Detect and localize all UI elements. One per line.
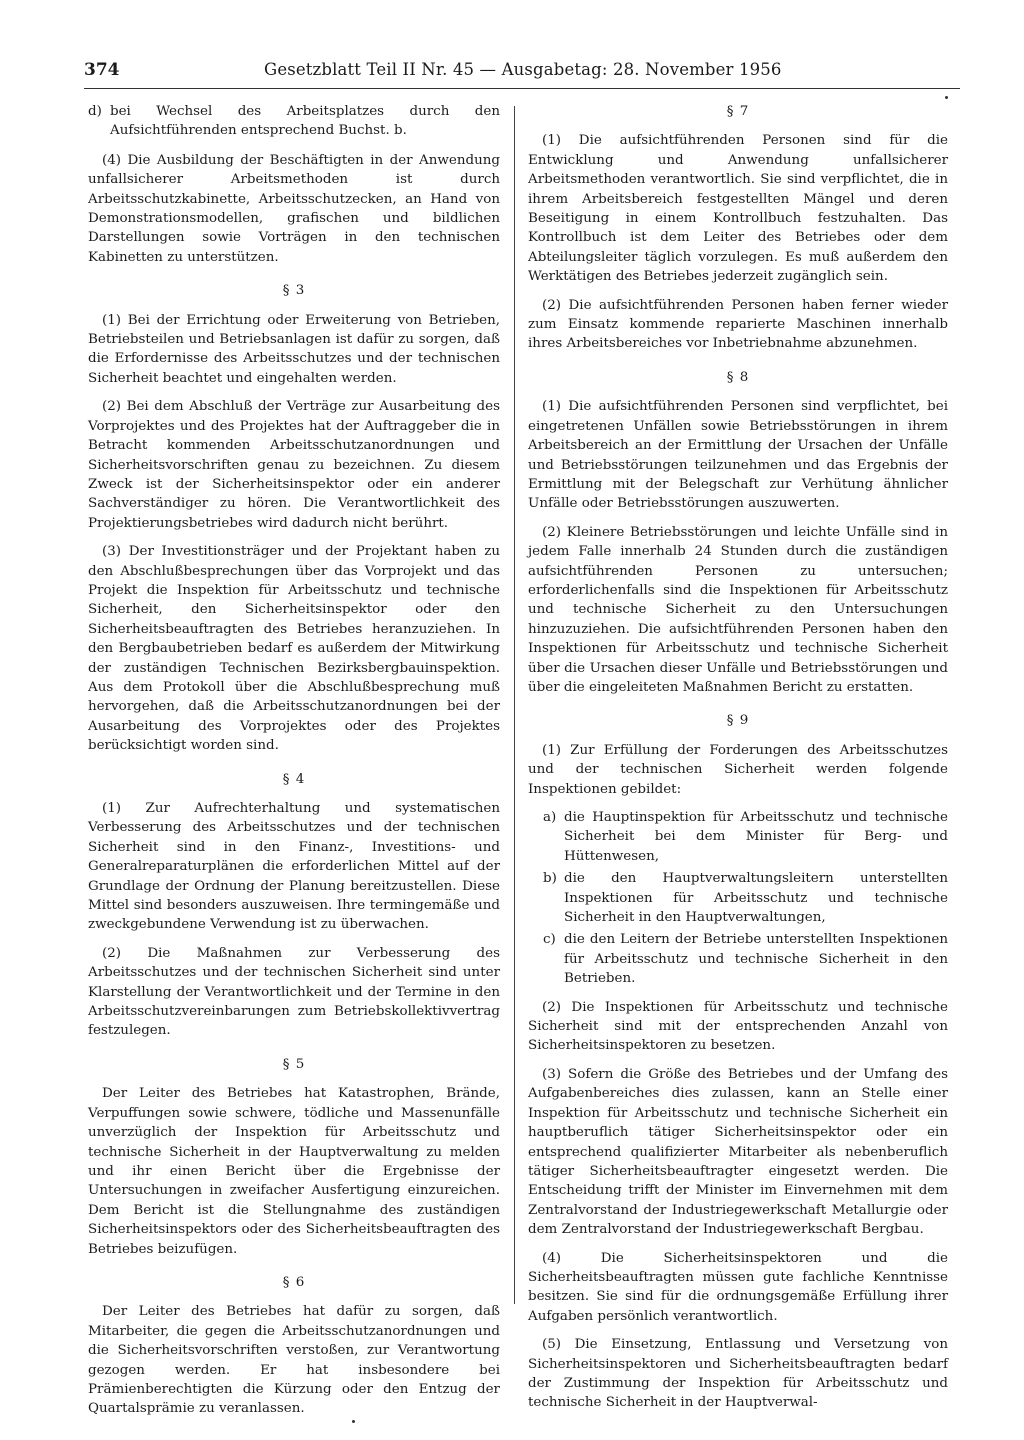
list-item-c — [528, 930, 948, 988]
list-item-letter: d) — [88, 104, 102, 119]
page-header — [84, 58, 960, 88]
paragraph: (1) Zur Aufrechterhaltung und systematischen Verbesserung des Arbeitsschutzes und der technischen Sicherheit sind in den Finanz-, Investitions- und Generalreparaturplänen die erforderlichen Mittel auf der Grundlage der Ordnung der Planung bereitzustellen. Diese Mittel sind besonders auszuweisen. Ihre termingemäße und zweckgebundene Verwendung ist zu überwachen. — [88, 801, 500, 933]
paragraph: (5) Die Einsetzung, Entlassung und Versetzung von Sicherheitsinspektoren und Sicherheitsbeauftragten bedarf der Zustimmung der Inspektion für Arbeitsschutz und technische Sicherheit in der Hauptverwal- — [528, 1337, 948, 1411]
section-heading-3: § 3 — [282, 283, 306, 299]
paragraph: (2) Kleinere Betriebsstörungen und leichte Unfälle sind in jedem Falle innerhalb 24 Stunden durch die zuständigen aufsichtführenden Personen zu untersuchen; erforderlichenfalls sind die Inspektionen für Arbeitsschutz und technische Sicherheit zu den Untersuchungen hinzuzuziehen. Die aufsichtführenden Personen haben den Inspektionen für Arbeitsschutz und technische Sicherheit über die Ursachen dieser Unfälle und Betriebsstörungen und über die eingeleiteten Maßnahmen Bericht zu erstatten. — [528, 524, 948, 695]
paragraph: Der Leiter des Betriebes hat dafür zu sorgen, daß Mitarbeiter, die gegen die Arbeitsschutzanordnungen und die Sicherheitsvorschriften verstoßen, zur Verantwortung gezogen werden. Er hat insbesondere bei Prämienberechtigten die Kürzung oder den Entzug der Quartalsprämie zu veranlassen. — [88, 1304, 500, 1417]
right-column — [528, 102, 948, 1422]
list-item-b — [528, 869, 948, 927]
list-item-text: die Hauptinspektion für Arbeitsschutz und technische Sicherheit bei dem Minister für Berg- und Hüttenwesen, — [564, 810, 948, 864]
paragraph: (2) Die Inspektionen für Arbeitsschutz und technische Sicherheit sind mit der entsprechenden Anzahl von Sicherheitsinspektoren zu besetzen. — [528, 999, 948, 1054]
column-divider — [514, 106, 515, 1304]
list-item-d — [88, 102, 500, 141]
page-number: 374 — [84, 60, 120, 80]
paragraph: (3) Der Investitionsträger und der Projektant haben zu den Abschlußbesprechungen über das Vorprojekt und das Projekt die Inspektion für Arbeitsschutz und technische Sicherheit, den Sicherheitsinspektor oder den Sicherheitsbeauftragten des Betriebes heranzuziehen. In den Bergbaubetrieben bedarf es außerdem der Mitwirkung der zuständigen Technischen Bezirksbergbauinspektion. Aus dem Protokoll über die Abschlußbesprechung muß hervorgehen, daß die Arbeitsschutzanordnungen bei der Ausarbeitung des Vorprojektes oder des Projektes berücksichtigt worden sind. — [88, 544, 500, 754]
paragraph: (2) Die aufsichtführenden Personen haben ferner wieder zum Einsatz kommende reparierte Maschinen innerhalb ihres Arbeitsbereiches vor Inbetriebnahme abzunehmen. — [528, 297, 948, 352]
scan-speck — [945, 96, 948, 99]
paragraph: (2) Die Maßnahmen zur Verbesserung des Arbeitsschutzes und der technischen Sicherheit sind unter Klarstellung der Verantwortlichkeit und der Termine in den Arbeitsschutzvereinbarungen zum Betriebskollektivvertrag festzulegen. — [88, 945, 500, 1039]
list-item-letter: c) — [543, 932, 556, 948]
paragraph: (4) Die Sicherheitsinspektoren und die Sicherheitsbeauftragten müssen gute fachliche Kenntnisse besitzen. Sie sind für die ordnungsgemäße Erfüllung ihrer Aufgaben persönlich verantwortlich. — [528, 1250, 948, 1324]
paragraph: (1) Die aufsichtführenden Personen sind für die Entwicklung und Anwendung unfallsicherer Arbeitsmethoden verantwortlich. Sie sind verpflichtet, die in ihrem Arbeitsbereich festgestellten Mängel und deren Beseitigung in einem Kontrollbuch festzuhalten. Das Kontrollbuch ist dem Leiter des Betriebes oder dem Abteilungsleiter täglich vorzulegen. Es muß außerdem den Werktätigen des Betriebes jederzeit zugänglich sein. — [528, 133, 948, 285]
paragraph: Der Leiter des Betriebes hat Katastrophen, Brände, Verpuffungen sowie schwere, tödliche und Massenunfälle unverzüglich der Inspektion für Arbeitsschutz und technische Sicherheit in der Hauptverwaltung zu melden und ihr einen Bericht über die Ergebnisse der Untersuchungen in zweifacher Ausfertigung einzureichen. Dem Bericht ist die Stellungnahme des zuständigen Sicherheitsinspektors oder des Sicherheitsbeauftragten des Betriebes beizufügen. — [88, 1086, 500, 1257]
list-item-text: die den Hauptverwaltungsleitern unterstellten Inspektionen für Arbeitsschutz und technische Sicherheit in den Hauptverwaltungen, — [564, 871, 948, 926]
list-item-text: bei Wechsel des Arbeitsplatzes durch den Aufsichtführenden entsprechend Buchst. b. — [110, 104, 500, 139]
gazette-title: Gesetzblatt Teil II Nr. 45 — Ausgabetag: 28. November 1956 — [264, 60, 782, 79]
paragraph: (2) Bei dem Abschluß der Verträge zur Ausarbeitung des Vorprojektes und des Projektes hat der Auftraggeber die in Betracht kommenden Arbeitsschutzanordnungen und Sicherheitsvorschriften genau zu bezeichnen. Zu diesem Zweck ist der Sicherheitsinspektor oder ein anderer Sachverständiger zu hören. Die Verantwortlichkeit des Projektierungsbetriebes wird dadurch nicht berührt. — [88, 399, 500, 531]
paragraph: (1) Die aufsichtführenden Personen sind verpflichtet, bei eingetretenen Unfällen sowie Betriebsstörungen in ihrem Arbeitsbereich an der Ermittlung der Ursachen der Unfälle und Betriebsstörungen teilzunehmen und das Ergebnis der Ermittlung mit der Belegschaft zur Verhütung ähnlicher Unfälle oder Betriebsstörungen auszuwerten. — [528, 399, 948, 512]
list-item-text: die den Leitern der Betriebe unterstellten Inspektionen für Arbeitsschutz und technische Sicherheit in den Betrieben. — [564, 932, 948, 987]
scan-speck — [352, 1420, 355, 1423]
left-column — [88, 102, 500, 1428]
section-heading-6: § 6 — [282, 1274, 306, 1290]
section-heading-5: § 5 — [282, 1056, 306, 1072]
list-item-letter: a) — [543, 810, 557, 825]
header-rule — [84, 88, 960, 89]
paragraph: (1) Zur Erfüllung der Forderungen des Arbeitsschutzes und der technischen Sicherheit werden folgende Inspektionen gebildet: — [528, 742, 948, 797]
paragraph: (4) Die Ausbildung der Beschäftigten in der Anwendung unfallsicherer Arbeitsmethoden ist durch Arbeitsschutzkabinette, Arbeitsschutzecken, an Hand von Demonstrationsmodellen, grafischen und bildlichen Darstellungen sowie Vorträgen in den technischen Kabinetten zu unterstützen. — [88, 152, 500, 265]
section-heading-4: § 4 — [282, 771, 306, 787]
paragraph: (3) Sofern die Größe des Betriebes und der Umfang des Aufgabenbereiches dies zulassen, kann an Stelle einer Inspektion für Arbeitsschutz und technische Sicherheit ein hauptberuflich tätiger Sicherheitsinspektor oder ein entsprechend qualifizierter Mitarbeiter als nebenberuflich tätiger Sicherheitsbeauftragter eingesetzt werden. Die Entscheidung trifft der Minister im Einvernehmen mit dem Zentralvorstand der Industriegewerkschaft Metallurgie oder dem Zentralvorstand der Industriegewerkschaft Bergbau. — [528, 1066, 948, 1238]
section-heading-8: § 8 — [726, 369, 750, 385]
list-item-a — [528, 808, 948, 866]
paragraph: (1) Bei der Errichtung oder Erweiterung von Betrieben, Betriebsteilen und Betriebsanlagen ist dafür zu sorgen, daß die Erfordernisse des Arbeitsschutzes und der technischen Sicherheit beachtet und eingehalten werden. — [88, 312, 500, 386]
section-heading-9: § 9 — [726, 713, 750, 729]
section-heading-7: § 7 — [726, 104, 750, 119]
list-item-letter: b) — [543, 871, 557, 887]
